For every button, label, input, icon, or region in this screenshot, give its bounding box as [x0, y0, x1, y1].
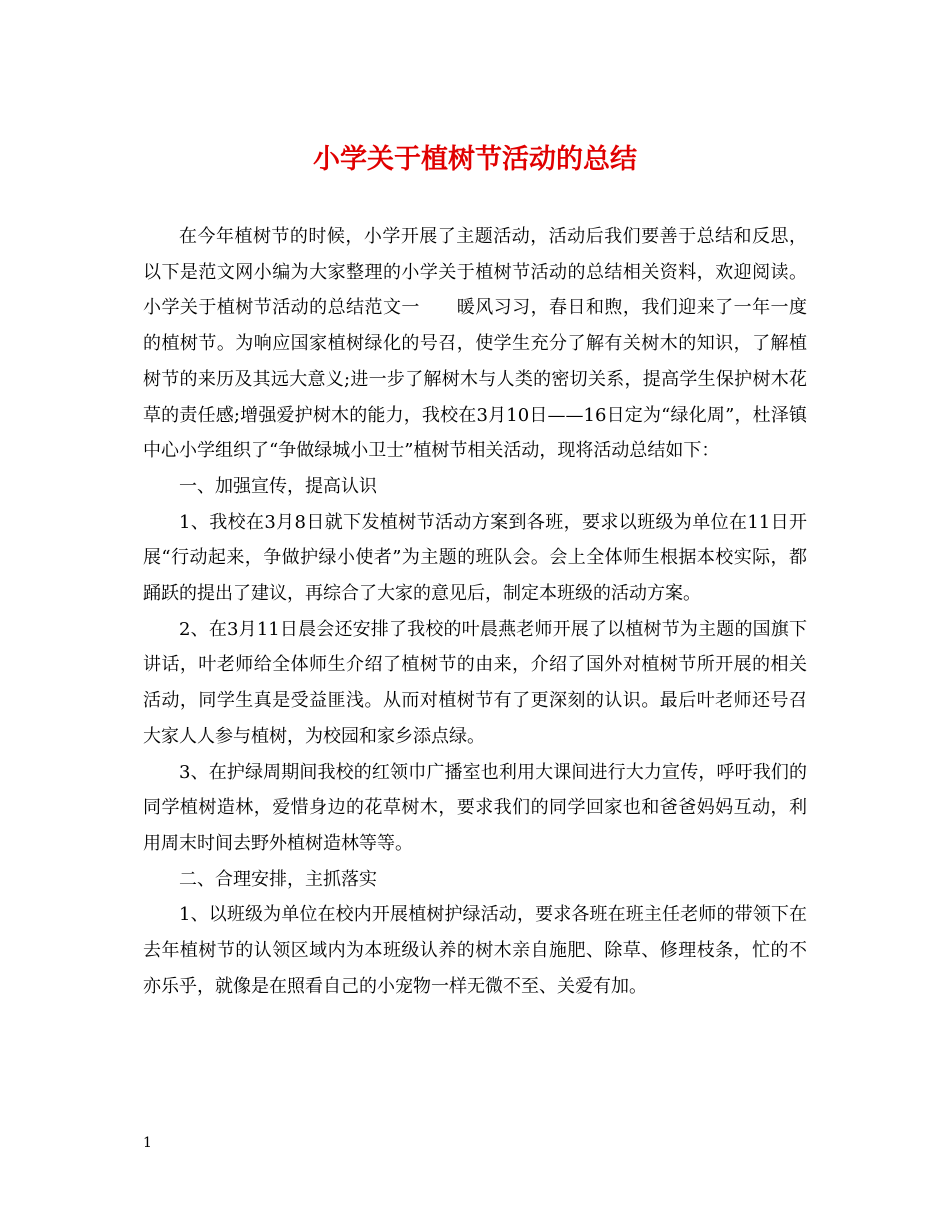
section-heading-1: 一、加强宣传，提高认识 [179, 475, 377, 497]
paragraph-1-1: 1、我校在3月8日就下发植树节活动方案到各班，要求以班级为单位在11日开展“行动起来，争做护绿小使者”为主题的班队会。会上全体师生根据本校实际，都踊跃的提出了建议，再综合了大家的意见后，制定本班级的活动方案。 [143, 511, 807, 605]
paragraph-1-2: 2、在3月11日晨会还安排了我校的叶晨燕老师开展了以植树节为主题的国旗下讲话，叶老师给全体师生介绍了植树节的由来，介绍了国外对植树节所开展的相关活动，同学生真是受益匪浅。从而对植树节有了更深刻的认识。最后叶老师还号召大家人人参与植树，为校园和家乡添点绿。 [143, 618, 807, 747]
page-number: 1 [143, 1135, 152, 1151]
document-title: 小学关于植树节活动的总结 [313, 144, 637, 175]
section-heading-2: 二、合理安排，主抓落实 [179, 868, 377, 890]
paragraph-2-1: 1、以班级为单位在校内开展植树护绿活动，要求各班在班主任老师的带领下在去年植树节的认领区域内为本班级认养的树木亲自施肥、除草、修理枝条，忙的不亦乐乎，就像是在照看自己的小宠物一样无微不至、关爱有加。 [143, 904, 807, 997]
paragraph-1-3: 3、在护绿周期间我校的红领巾广播室也利用大课间进行大力宣传，呼吁我们的同学植树造林，爱惜身边的花草树木，要求我们的同学回家也和爸爸妈妈互动，利用周末时间去野外植树造林等等。 [143, 761, 807, 854]
document-body [143, 219, 807, 1004]
paragraph-intro: 在今年植树节的时候，小学开展了主题活动，活动后我们要善于总结和反思，以下是范文网小编为大家整理的小学关于植树节活动的总结相关资料，欢迎阅读。小学关于植树节活动的总结范文一 暖风习习，春日和煦，我们迎来了一年一度的植树节。为响应国家植树绿化的号召，使学生充分了解有关树木的知识，了解植树节的来历及其远大意义;进一步了解树木与人类的密切关系，提高学生保护树木花草的责任感;增强爱护树木的能力，我校在3月10日——16日定为“绿化周”，杜泽镇中心小学组织了“争做绿城小卫士”植树节相关活动，现将活动总结如下： [143, 226, 807, 462]
